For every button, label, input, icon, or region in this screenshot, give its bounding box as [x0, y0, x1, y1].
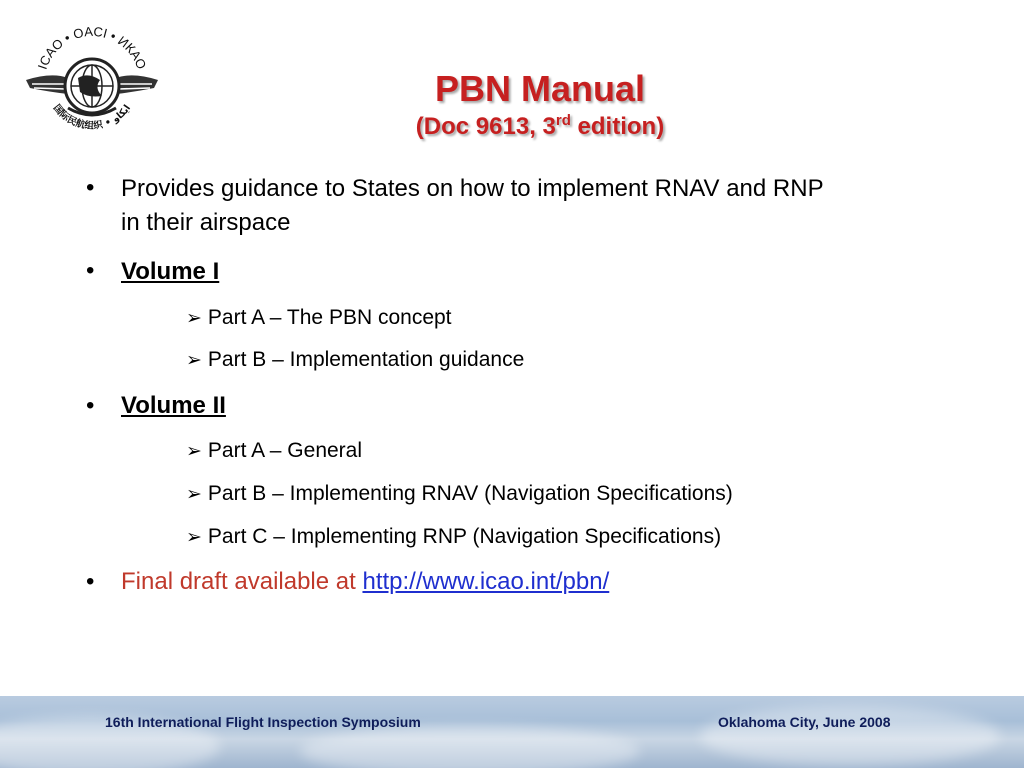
- bullet-intro-line2: in their airspace: [121, 209, 291, 236]
- logo-text-bottom: 国际民航组织 • ايكاو: [50, 102, 134, 132]
- volume-2-heading: Volume II: [121, 392, 226, 419]
- bullet-intro: [121, 172, 981, 240]
- arrow-bullet-icon: ➢: [186, 441, 202, 462]
- bullet-marker: •: [86, 568, 95, 595]
- list-item: [186, 523, 721, 552]
- footer-bar: [0, 696, 1024, 768]
- bullet-marker: •: [86, 257, 95, 284]
- bullet-marker: •: [86, 174, 95, 201]
- arrow-bullet-icon: ➢: [186, 308, 202, 329]
- list-item: [186, 346, 524, 375]
- bullet-final: [121, 565, 609, 599]
- subtitle-prefix: (Doc 9613, 3: [415, 113, 556, 140]
- footer-location-date: Oklahoma City, June 2008: [718, 714, 891, 730]
- list-item: [186, 480, 733, 509]
- bullet-marker: •: [86, 392, 95, 419]
- pbn-link[interactable]: http://www.icao.int/pbn/: [362, 568, 610, 595]
- title-main: PBN Manual: [434, 68, 646, 109]
- arrow-bullet-icon: ➢: [186, 527, 202, 548]
- list-item: [186, 304, 452, 333]
- bullet-intro-line1: Provides guidance to States on how to implement RNAV and RNP: [121, 175, 824, 202]
- final-draft-text: Final draft available at: [121, 568, 363, 595]
- volume-2-part-c: Part C – Implementing RNP (Navigation Specifications): [207, 525, 722, 548]
- volume-2-part-b: Part B – Implementing RNAV (Navigation Specifications): [207, 482, 733, 505]
- subtitle-superscript: rd: [555, 112, 571, 129]
- volume-2-part-a: Part A – General: [207, 439, 363, 462]
- list-item: [186, 437, 362, 466]
- arrow-bullet-icon: ➢: [186, 484, 202, 505]
- footer-event: 16th International Flight Inspection Symposium: [105, 714, 421, 730]
- volume-1-part-b: Part B – Implementation guidance: [207, 348, 525, 371]
- volume-1-heading: Volume I: [121, 258, 220, 285]
- subtitle-suffix: edition): [570, 113, 665, 140]
- arrow-bullet-icon: ➢: [186, 350, 202, 371]
- logo-text-top: ICAO • OACI • ИКАО: [34, 23, 150, 72]
- volume-1-part-a: Part A – The PBN concept: [207, 306, 452, 329]
